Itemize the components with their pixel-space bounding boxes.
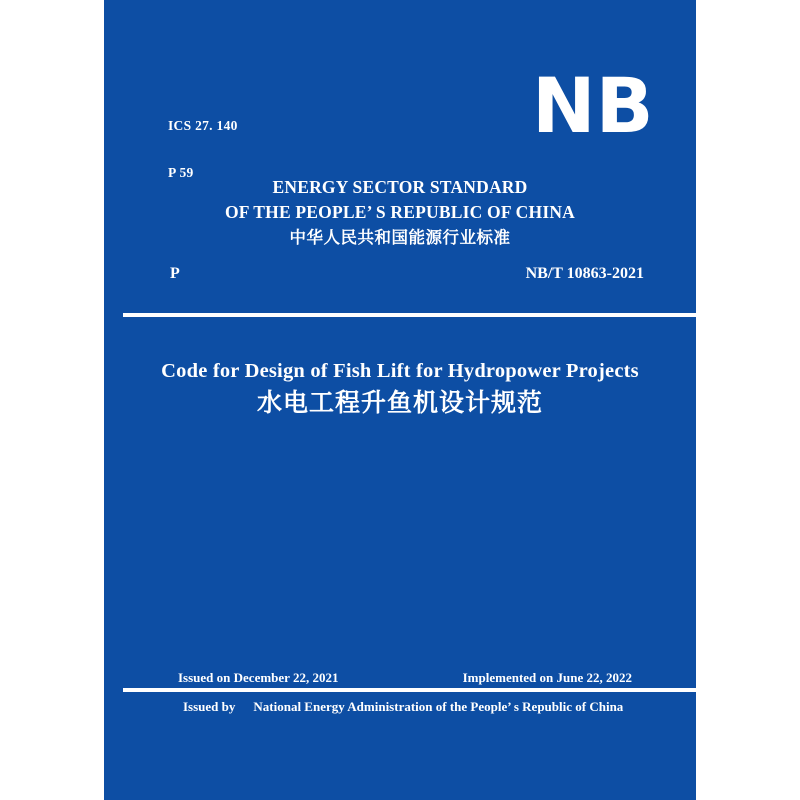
issued-by-label: Issued by <box>183 699 236 714</box>
standard-header-chinese: 中华人民共和国能源行业标准 <box>289 228 511 247</box>
implemented-date: Implemented on June 22, 2022 <box>462 670 632 685</box>
title-chinese: 水电工程升鱼机设计规范 <box>256 390 543 417</box>
doc-class-letter: P <box>170 265 180 282</box>
issued-date: Issued on December 22, 2021 <box>178 670 339 685</box>
issuing-authority: National Energy Administration of the People’ s Republic of China <box>253 699 624 714</box>
document-class-row <box>170 264 644 284</box>
standard-header-line2: OF THE PEOPLE’ S REPUBLIC OF CHINA <box>224 202 576 222</box>
standard-header-line1: ENERGY SECTOR STANDARD <box>272 177 528 197</box>
bottom-divider-rule <box>123 688 696 692</box>
china-classification-code: P 59 <box>168 164 194 180</box>
nb-logo: NB <box>532 61 654 150</box>
footer-issuer-row <box>183 698 688 716</box>
ics-code: ICS 27. 140 <box>168 118 238 133</box>
standard-number: NB/T 10863-2021 <box>525 265 644 282</box>
top-divider-rule <box>123 313 696 317</box>
cover-panel <box>104 0 696 800</box>
title-english: Code for Design of Fish Lift for Hydropower Projects <box>161 360 639 382</box>
title-block <box>104 356 696 422</box>
footer-dates-row <box>178 669 632 687</box>
standard-header <box>104 175 696 250</box>
